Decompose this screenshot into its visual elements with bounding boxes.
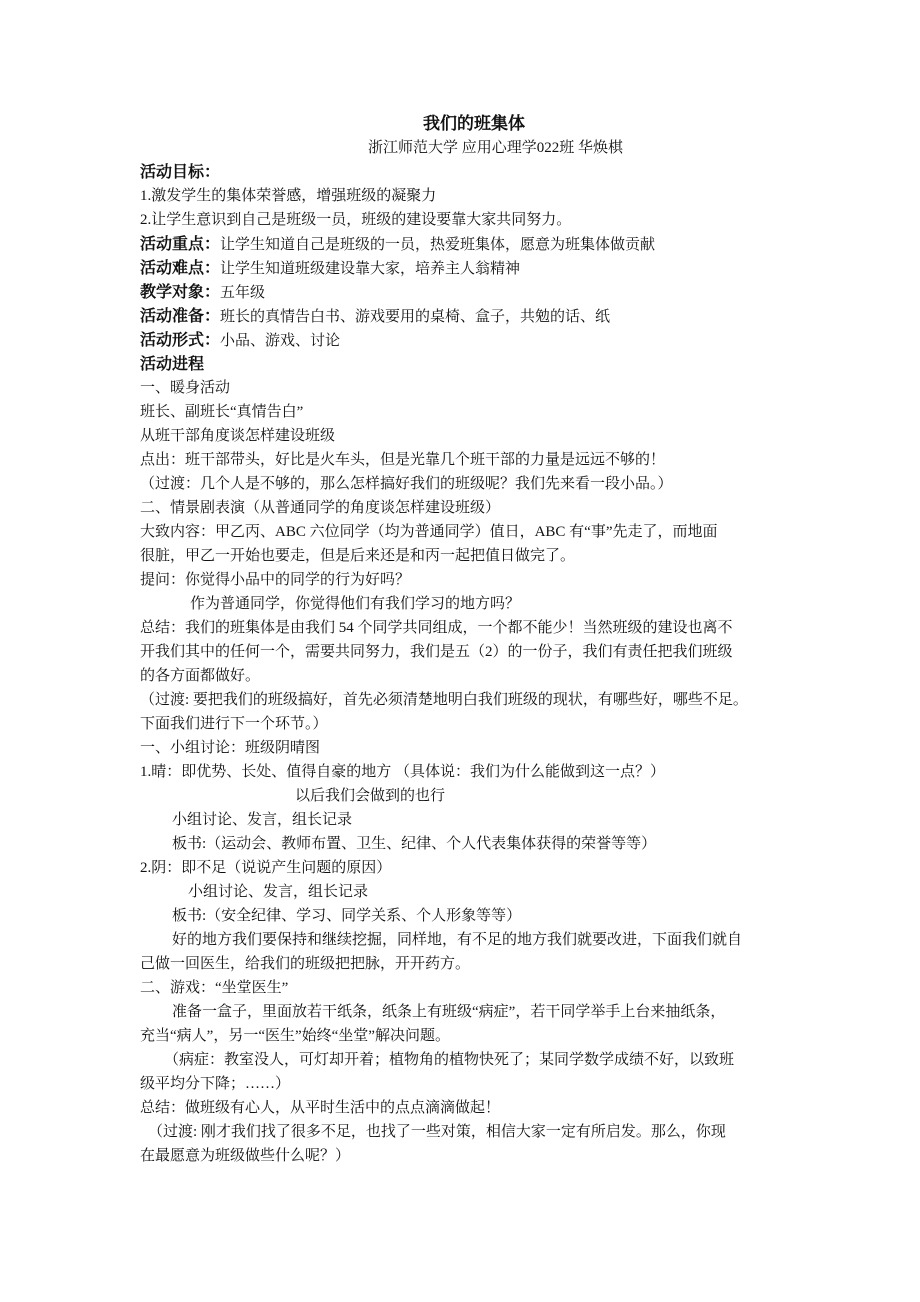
field-focus [140,232,808,256]
text-line: 2.阴：即不足（说说产生问题的原因） [140,860,392,876]
field-label: 活动形式： [140,330,221,349]
text-line: 在最愿意为班级做些什么呢？） [140,1148,351,1164]
document-subtitle: 浙江师范大学 应用心理学022班 华焕棋 [368,140,624,156]
field-label: 活动难点： [140,258,221,277]
text-line: 二、游戏：“坐堂医生” [140,980,289,996]
field-audience [140,280,808,304]
text-line: 板书:（安全纪律、学习、同学关系、个人形象等等） [172,908,522,924]
field-label: 活动重点： [140,234,221,253]
field-value: 让学生知道自己是班级的一员，热爱班集体，愿意为班集体做贡献 [220,237,656,253]
text-line: 小组讨论、发言，组长记录 [188,884,369,900]
field-value: 班长的真情告白书、游戏要用的桌椅、盒子，共勉的话、纸 [220,309,611,325]
text-line: 总结：做班级有心人，从平时生活中的点点滴滴做起！ [140,1100,501,1116]
field-value: 小品、游戏、讨论 [220,333,341,349]
document-title: 我们的班集体 [423,114,525,134]
text-line: 班长、副班长“真情告白” [140,404,304,420]
text-line: 准备一盒子，里面放若干纸条，纸条上有班级“病症”，若干同学举手上台来抽纸条， [172,1004,726,1020]
goal-item: 1.激发学生的集体荣誉感，增强班级的凝聚力 [140,188,437,204]
text-line: （过渡：几个人是不够的，那么怎样搞好我们的班级呢？我们先来看一段小品。） [140,476,673,492]
text-line: 二、情景剧表演（从普通同学的角度谈怎样建设班级） [140,500,501,516]
text-line: （过渡: 刚才我们找了很多不足，也找了一些对策，相信大家一定有所启发。那么，你现 [148,1124,726,1140]
text-line: 板书:（运动会、教师布置、卫生、纪律、个人代表集体获得的荣誉等等） [172,836,657,852]
field-format [140,328,808,352]
text-line: 下面我们进行下一个环节。） [140,716,328,732]
text-line: 级平均分下降；……） [140,1076,291,1092]
text-line: 一、小组讨论：班级阴晴图 [140,740,321,756]
process-heading: 活动进程 [140,354,205,373]
text-line: 一、暖身活动 [140,380,231,396]
text-line: 大致内容：甲乙丙、ABC 六位同学（均为普通同学）值日，ABC 有“事”先走了，而地面 [140,524,718,540]
text-line: 作为普通同学，你觉得他们有我们学习的地方吗？ [190,596,521,612]
text-line: 点出：班干部带头，好比是火车头，但是光靠几个班干部的力量是远远不够的！ [140,452,666,468]
text-line: 很脏，甲乙一开始也要走，但是后来还是和丙一起把值日做完了。 [140,548,576,564]
field-value: 五年级 [220,285,266,301]
goal-item: 2.让学生意识到自己是班级一员，班级的建设要靠大家共同努力。 [140,212,572,228]
text-line: （过渡: 要把我们的班级搞好，首先必须清楚地明白我们班级的现状，有哪些好，哪些不足。 [140,692,748,708]
text-line: 小组讨论、发言，组长记录 [172,812,353,828]
text-line: 好的地方我们要保持和继续挖掘，同样地，有不足的地方我们就要改进，下面我们就自 [172,932,743,948]
text-line: 己做一回医生，给我们的班级把把脉，开开药方。 [140,956,471,972]
field-label: 活动准备： [140,306,221,325]
goals-heading: 活动目标： [140,162,221,181]
text-line: 开我们其中的任何一个，需要共同努力，我们是五（2）的一份子，我们有责任把我们班级 [140,644,733,660]
text-line: 从班干部角度谈怎样建设班级 [140,428,336,444]
field-value: 让学生知道班级建设靠大家，培养主人翁精神 [220,261,521,277]
text-line: （病症：教室没人，可灯却开着；植物角的植物快死了；某同学数学成绩不好，以致班 [164,1052,735,1068]
field-preparation [140,304,808,328]
text-line: 充当“病人”，另一“医生”始终“坐堂”解决问题。 [140,1028,450,1044]
text-line: 1.晴：即优势、长处、值得自豪的地方 （具体说：我们为什么能做到这一点？） [140,764,666,780]
field-difficulty [140,256,808,280]
field-label: 教学对象： [140,282,221,301]
text-line: 以后我们会做到的也行 [295,788,446,804]
text-line: 总结：我们的班集体是由我们 54 个同学共同组成，一个都不能少！当然班级的建设也离不 [140,620,733,636]
text-line: 的各方面都做好。 [140,668,261,684]
text-line: 提问：你觉得小品中的同学的行为好吗？ [140,572,411,588]
document-page [140,112,808,1168]
